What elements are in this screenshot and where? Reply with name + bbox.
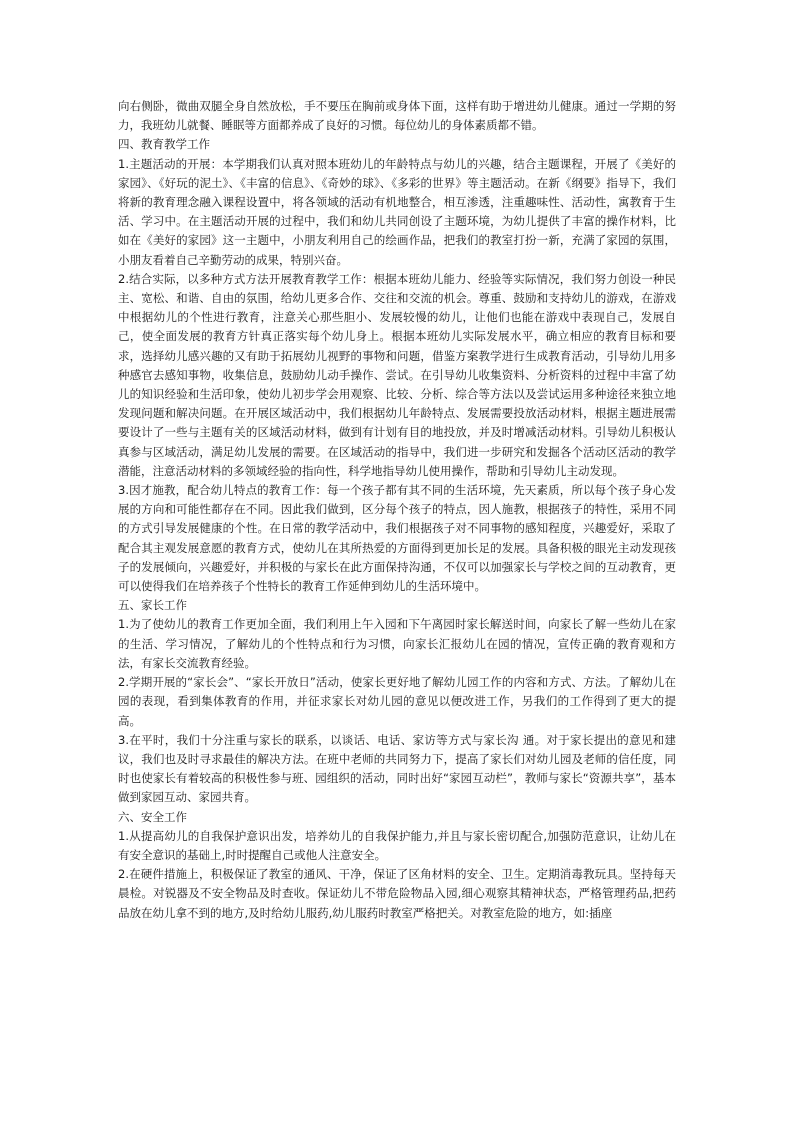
paragraph-safety-awareness: 1.从提高幼儿的自我保护意识出发，培养幼儿的自我保护能力,并且与家长密切配合,加强防范意识，让幼儿在有安全意识的基础上,时时提醒自己或他人注意安全。 [118, 828, 676, 862]
paragraph-individual-teaching: 3.因才施教，配合幼儿特点的教育工作：每一个孩子都有其不同的生活环境，先天素质，所以每个孩子身心发展的方向和可能性都存在不同。因此我们做到，区分每个孩子的特点，因人施教，根据孩子的特性，采用不同的方式引导发展健康的个性。在日常的教学活动中，我们根据孩子对不同事物的感知程度，兴趣爱好，采取了配合其主观发展意愿的教育方式，使幼儿在其所热爱的方面得到更加长足的发展。具备积极的眼光主动发现孩子的发展倾向，兴趣爱好，并积极的与家长在此方面保持沟通，不仅可以加强家长与学校之间的互动教育，更可以使得我们在培养孩子个性特长的教育工作延伸到幼儿的生活环境中。 [118, 483, 676, 594]
paragraph-parent-contact: 3.在平时，我们十分注重与家长的联系，以谈话、电话、家访等方式与家长沟 通。对于家长提出的意见和建议，我们也及时寻求最佳的解决方法。在班中老师的共同努力下，提高了家长们对幼儿园及老师的信任度，同时也使家长有着较高的积极性参与班、园组织的活动，同时出好“家园互动栏”，教师与家长“资源共享”，基本做到家园互动、家园共育。 [118, 732, 676, 805]
paragraph-health: 向右侧卧，微曲双腿全身自然放松，手不要压在胸前或身体下面，这样有助于增进幼儿健康。通过一学期的努力，我班幼儿就餐、睡眠等方面都养成了良好的习惯。每位幼儿的身体素质都不错。 [118, 99, 676, 133]
paragraph-parent-communication: 1.为了使幼儿的教育工作更加全面，我们利用上午入园和下午离园时家长解送时间，向家长了解一些幼儿在家的生活、学习情况，了解幼儿的个性特点和行为习惯，向家长汇报幼儿在园的情况，宣传正确的教育观和方法，有家长交流教育经验。 [118, 617, 676, 670]
section-heading-teaching: 四、教育教学工作 [118, 137, 210, 152]
section-heading-safety: 六、安全工作 [118, 809, 187, 824]
paragraph-parent-meetings: 2.学期开展的“家长会”、“家长开放日”活动，使家长更好地了解幼儿园工作的内容和方式、方法。了解幼儿在园的表现，看到集体教育的作用，并征求家长对幼儿园的意见以便改进工作，另我们的工作得到了更大的提高。 [118, 675, 676, 728]
paragraph-theme-activities: 1.主题活动的开展：本学期我们认真对照本班幼儿的年龄特点与幼儿的兴趣，结合主题课程，开展了《美好的家园》、《好玩的泥土》、《丰富的信息》、《奇妙的球》、《多彩的世界》等主题活动。在新《纲要》指导下，我们将新的教育理念融入课程设置中，将各领域的活动有机地整合，相互渗透，注重趣味性、活动性，寓教育于生活、学习中。在主题活动开展的过程中，我们和幼儿共同创设了主题环境，为幼儿提供了丰富的操作材料，比如在《美好的家园》这一主题中，小朋友利用自己的绘画作品，把我们的教室打扮一新，充满了家园的氛围，小朋友看着自己辛勤劳动的成果，特别兴奋。 [118, 156, 676, 267]
paragraph-safety-measures: 2.在硬件措施上，积极保证了教室的通风、干净，保证了区角材料的安全、卫生。定期消毒教玩具。坚持每天晨检。对锐器及不安全物品及时查收。保证幼儿不带危险物品入园,细心观察其精神状态，严格管理药品,把药品放在幼儿拿不到的地方,及时给幼儿服药,幼儿服药时教室严格把关。对教室危险的地方，如:插座 [118, 867, 676, 920]
section-heading-parents: 五、家长工作 [118, 598, 187, 613]
document-page [118, 97, 676, 923]
paragraph-teaching-methods: 2.结合实际，以多种方式方法开展教育教学工作：根据本班幼儿能力、经验等实际情况，我们努力创设一种民主、宽松、和谐、自由的氛围，给幼儿更多合作、交往和交流的机会。尊重、鼓励和支持幼儿的游戏，在游戏中根据幼儿的个性进行教育，注意关心那些胆小、发展较慢的幼儿，让他们也能在游戏中表现自己，发展自己，使全面发展的教育方针真正落实每个幼儿身上。根据本班幼儿实际发展水平，确立相应的教育目标和要求，选择幼儿感兴趣的又有助于拓展幼儿视野的事物和问题，借鉴方案教学进行生成教育活动，引导幼儿用多种感官去感知事物，收集信息，鼓励幼儿动手操作、尝试。在引导幼儿收集资料、分析资料的过程中丰富了幼儿的知识经验和生活印象，使幼儿初步学会用观察、比较、分析、综合等方法以及尝试运用多种途径来独立地发现问题和解决问题。在开展区域活动中，我们根据幼儿年龄特点、发展需要投放活动材料，根据主题进展需要设计了一些与主题有关的区域活动材料，做到有计划有目的地投放，并及时增减活动材料。引导幼儿积极认真参与区域活动，满足幼儿发展的需要。在区域活动的指导中，我们进一步研究和发掘各个活动区活动的教学潜能，注意活动材料的多领域经验的指向性，科学地指导幼儿使用操作，帮助和引导幼儿主动发现。 [118, 271, 676, 478]
